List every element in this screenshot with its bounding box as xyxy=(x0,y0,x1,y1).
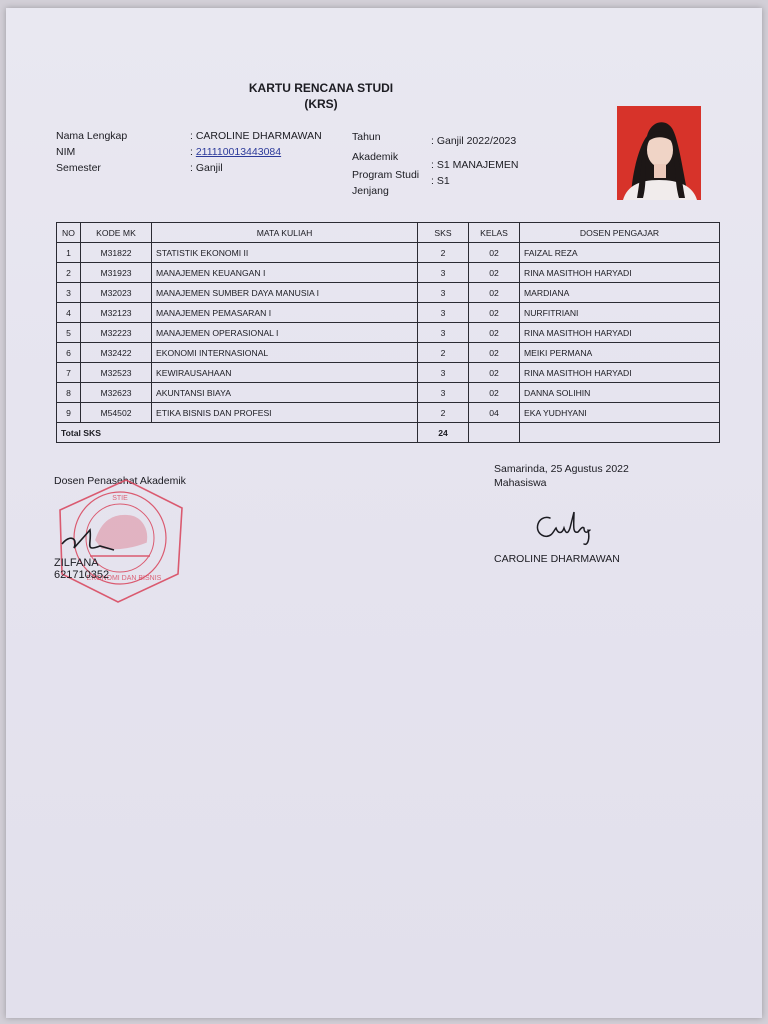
header-sks: SKS xyxy=(418,223,469,243)
header-no: NO xyxy=(57,223,81,243)
document-page xyxy=(6,8,762,1018)
institution-stamp xyxy=(50,474,192,608)
title-line-1: KARTU RENCANA STUDI xyxy=(248,81,394,95)
cell-kode: M32023 xyxy=(81,283,152,303)
advisor-name: ZILFANA xyxy=(54,557,99,569)
header-dosen-pengajar: DOSEN PENGAJAR xyxy=(520,223,720,243)
cell-kode: M31923 xyxy=(81,263,152,283)
cell-kelas: 02 xyxy=(469,343,520,363)
total-empty-kelas xyxy=(469,423,520,443)
cell-dosen: RINA MASITHOH HARYADI xyxy=(520,263,720,283)
label-jenjang: Jenjang xyxy=(352,185,389,197)
cell-no: 5 xyxy=(57,323,81,343)
academic-info-values xyxy=(431,135,519,189)
cell-dosen: DANNA SOLIHIN xyxy=(520,383,720,403)
advisor-id: 621710352 xyxy=(54,569,110,581)
cell-mata-kuliah: MANAJEMEN SUMBER DAYA MANUSIA I xyxy=(152,283,418,303)
jenjang: : S1 xyxy=(431,175,450,187)
cell-dosen: RINA MASITHOH HARYADI xyxy=(520,363,720,383)
portrait-image xyxy=(617,106,701,200)
cell-mata-kuliah: MANAJEMEN KEUANGAN I xyxy=(152,263,418,283)
cell-sks: 2 xyxy=(418,343,469,363)
student-sign-name: CAROLINE DHARMAWAN xyxy=(494,553,620,565)
student-photo xyxy=(617,106,701,200)
cell-dosen: RINA MASITHOH HARYADI xyxy=(520,323,720,343)
advisor-heading: Dosen Penasehat Akademik xyxy=(54,475,186,487)
cell-dosen: FAIZAL REZA xyxy=(520,243,720,263)
table-total-row xyxy=(57,423,720,443)
cell-no: 1 xyxy=(57,243,81,263)
label-akademik: Akademik xyxy=(352,151,399,163)
cell-no: 3 xyxy=(57,283,81,303)
sign-place-date: Samarinda, 25 Agustus 2022 xyxy=(494,463,629,475)
cell-kelas: 02 xyxy=(469,323,520,343)
student-semester: : Ganjil xyxy=(190,162,223,174)
cell-kode: M32523 xyxy=(81,363,152,383)
cell-sks: 3 xyxy=(418,283,469,303)
cell-kode: M54502 xyxy=(81,403,152,423)
cell-dosen: MEIKI PERMANA xyxy=(520,343,720,363)
label-semester: Semester xyxy=(56,162,101,174)
student-info-labels xyxy=(56,128,127,176)
table-row xyxy=(57,403,720,423)
cell-kode: M32223 xyxy=(81,323,152,343)
table-header-row xyxy=(57,223,720,243)
cell-mata-kuliah: EKONOMI INTERNASIONAL xyxy=(152,343,418,363)
cell-mata-kuliah: STATISTIK EKONOMI II xyxy=(152,243,418,263)
total-empty-dosen xyxy=(520,423,720,443)
cell-mata-kuliah: ETIKA BISNIS DAN PROFESI xyxy=(152,403,418,423)
cell-sks: 2 xyxy=(418,403,469,423)
cell-no: 9 xyxy=(57,403,81,423)
stamp-text-bottom: EKONOMI DAN BISNIS xyxy=(86,575,162,582)
document-title xyxy=(206,80,436,112)
cell-sks: 3 xyxy=(418,263,469,283)
cell-sks: 2 xyxy=(418,243,469,263)
cell-kelas: 02 xyxy=(469,263,520,283)
cell-kelas: 02 xyxy=(469,363,520,383)
krs-table xyxy=(56,222,720,443)
tahun-akademik: : Ganjil 2022/2023 xyxy=(431,135,517,147)
title-line-2: (KRS) xyxy=(304,97,338,111)
cell-sks: 3 xyxy=(418,363,469,383)
cell-kode: M32123 xyxy=(81,303,152,323)
student-nim-row xyxy=(190,144,322,160)
cell-no: 6 xyxy=(57,343,81,363)
table-row xyxy=(57,263,720,283)
label-nim: NIM xyxy=(56,146,76,158)
cell-kode: M31822 xyxy=(81,243,152,263)
cell-dosen: NURFITRIANI xyxy=(520,303,720,323)
header-kode-mk: KODE MK xyxy=(81,223,152,243)
cell-no: 2 xyxy=(57,263,81,283)
cell-mata-kuliah: AKUNTANSI BIAYA xyxy=(152,383,418,403)
cell-sks: 3 xyxy=(418,323,469,343)
total-sks-value: 24 xyxy=(418,423,469,443)
cell-kelas: 02 xyxy=(469,303,520,323)
table-row xyxy=(57,243,720,263)
cell-mata-kuliah: KEWIRAUSAHAAN xyxy=(152,363,418,383)
program-studi: : S1 MANAJEMEN xyxy=(431,159,519,171)
cell-kode: M32623 xyxy=(81,383,152,403)
nim-colon: : xyxy=(190,146,196,158)
table-row xyxy=(57,323,720,343)
cell-kelas: 02 xyxy=(469,243,520,263)
total-sks-label: Total SKS xyxy=(57,423,418,443)
student-nim[interactable]: 211110013443084 xyxy=(195,146,282,158)
label-name: Nama Lengkap xyxy=(56,130,128,142)
cell-dosen: EKA YUDHYANI xyxy=(520,403,720,423)
cell-mata-kuliah: MANAJEMEN OPERASIONAL I xyxy=(152,323,418,343)
label-tahun: Tahun xyxy=(352,131,381,143)
stamp-text-top: STIE xyxy=(112,495,128,502)
student-name: : CAROLINE DHARMAWAN xyxy=(190,130,322,142)
academic-info-labels xyxy=(352,131,419,199)
label-program-studi: Program Studi xyxy=(352,169,420,181)
table-row xyxy=(57,383,720,403)
cell-no: 8 xyxy=(57,383,81,403)
cell-kelas: 02 xyxy=(469,283,520,303)
cell-no: 7 xyxy=(57,363,81,383)
table-row xyxy=(57,283,720,303)
cell-kelas: 02 xyxy=(469,383,520,403)
cell-mata-kuliah: MANAJEMEN PEMASARAN I xyxy=(152,303,418,323)
cell-dosen: MARDIANA xyxy=(520,283,720,303)
header-kelas: KELAS xyxy=(469,223,520,243)
cell-sks: 3 xyxy=(418,383,469,403)
table-row xyxy=(57,343,720,363)
student-signature xyxy=(528,508,598,548)
student-info-values xyxy=(190,128,322,176)
table-row xyxy=(57,363,720,383)
cell-kelas: 04 xyxy=(469,403,520,423)
sign-role: Mahasiswa xyxy=(494,477,547,489)
cell-sks: 3 xyxy=(418,303,469,323)
cell-no: 4 xyxy=(57,303,81,323)
cell-kode: M32422 xyxy=(81,343,152,363)
table-row xyxy=(57,303,720,323)
header-mata-kuliah: MATA KULIAH xyxy=(152,223,418,243)
